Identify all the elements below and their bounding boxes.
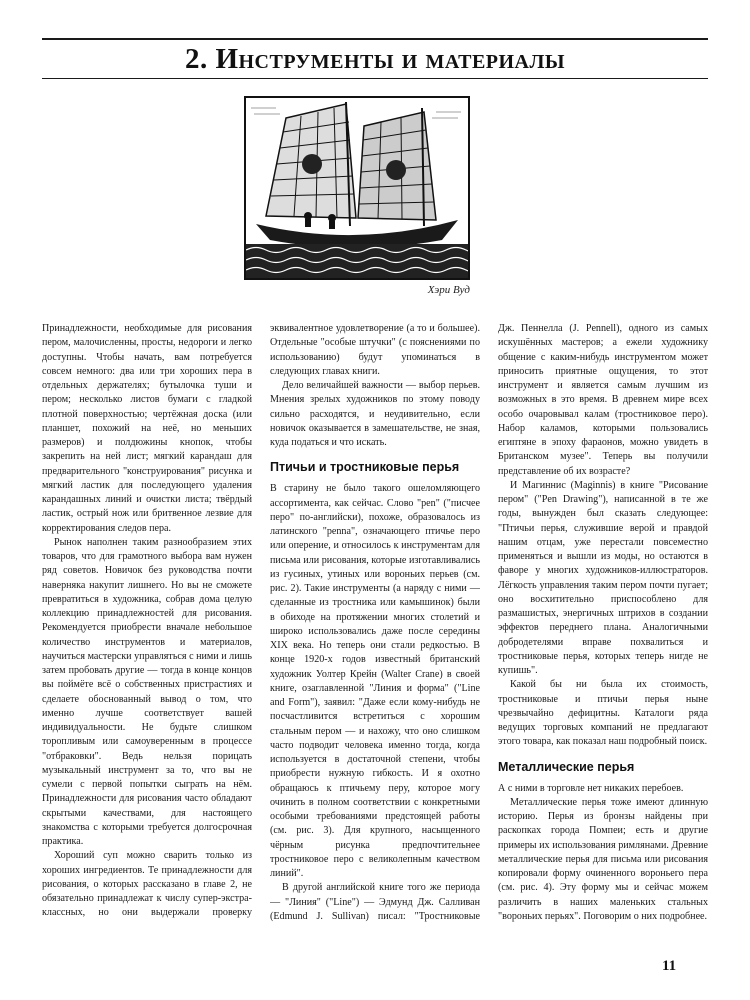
paragraph: Какой бы ни была их стоимость, тростниковые и птичьи перья ныне чрезвычайно дефицитны. Каталоги ряда ведущих торговых компаний не предлагают этого товара, как показал наш подробный поиск.	[498, 679, 708, 748]
paragraph: Дело величайшей важности — выбор перьев. Мнения зрелых художников по этому поводу сильно расходятся, и неудивительно, если новичок оказывается в замешательстве, не зная, куда податься и что искать.	[270, 380, 480, 448]
figure-caption: Хэри Вуд	[427, 284, 470, 296]
title-underline	[42, 78, 708, 79]
paragraph: Рынок наполнен таким разнообразием этих товаров, что для грамотного выбора вам нужен ряд советов. Новичок без руководства почти наверняка накупит лишнего. Но вы не сможете превратиться в художника, собрав дома целую коллекцию принадлежностей для рисования. Рекомендуется приобрести вначале небольшое количество инструментов и материалов, научиться мастерски управляться с ними и лишь затем пробовать другие — тогда в конце концов вы поймёте всё о собственных пристрастиях и сделаете обоснованный вывод о том, что именно лучше соответствует вашей индивидуальности. Не будьте слишком торопливым или самоуверенным в процессе "отбраковки". Ведь нельзя порицать музыкальный инструмент за то, что вы не сумели с первой попытки сыграть на нём. Принадлежности для рисования часто обладают скрытыми качествами, для настоящего знакомства с которыми требуется долгосрочная практика.	[42, 536, 252, 847]
paragraph: В другой английской книге того же периода — "Линия" ("Line") — Эдмунд Дж. Салливан (Edmund J. Sullivan) писал: "Тростниковые	[270, 882, 480, 922]
sailboat-illustration	[244, 96, 470, 280]
section-heading-birds-reeds: Птичьи и тростниковые перья	[270, 460, 460, 475]
body-text	[42, 322, 708, 922]
sailboat-woodcut-icon	[246, 98, 468, 278]
section-heading-metal-pens: Металлические перья	[498, 759, 635, 774]
paragraph: Хороший суп можно сварить только из хороших ингредиентов. Те принадлежности для рисования, о которых рассказано в главе 2, не обязательно принадлежат к числу супер-экстра-классных, но они выдержали проверку	[42, 850, 252, 919]
paragraph: Металлические перья тоже имеют длинную историю. Перья из бронзы найдены при раскопках города Помпеи; есть и другие примеры их использования римлянами. Древние металлические перья для письма или рисования копировали форму очиненного вороньего пера (см. рис. 4). Эту форму мы и сейчас можем различить в наших маленьких стальных "вороньих перьях". Поговорим о них подробнее.	[498, 796, 708, 922]
column-3	[498, 322, 708, 922]
page-number: 11	[662, 958, 677, 974]
paragraph: Принадлежности, необходимые для рисования пером, малочисленны, просты, недороги и легко доступны. Чтобы начать, вам потребуется совсем немного: два или три хороших пера в отдельных держателях; бутылочка туши и пером; несколько листов бумаги с гладкой плотной поверхностью; чертёжная доска (или планшет, похожий на неё, но меньших размеров) и полдюжины кнопок, чтобы закрепить на ней лист; мягкий карандаш для предварительного "конструирования" рисунка и мягкий ластик для последующего удаления карандашных линий и очистки листа; твёрдый ластик, острый нож или бритвенное лезвие для корректирования следов пера.	[42, 323, 252, 534]
paragraph: В старину не было такого ошеломляющего ассортимента, как сейчас. Слово "pen" ("писчее перо" по-английски), похоже, образовалось из латинского "penna", означающего птичье перо или оперение, и относилось к инструментам для письма или рисования, которые изготавливались из гусиных, утиных или вороньих перьев (см. рис. 2). Такие инструменты (а наряду с ними — сделанные из тростника или камышинок) были в обиходе на протяжении многих столетий и широко использовались даже после середины XIX века. Но теперь они стали редкостью. В конце 1920-х годов известный британский художник Уолтер Крейн (Walter Crane) в своей книге, озаглавленной "Линия и форма" ("Line and Form"), заявил: "Даже если кому-нибудь не посчастливится встретиться с хорошим стальным пером — и нахожу, что оно слишком часто подводит человека именно тогда, когда используется в достаточной степени, чтобы приобрести нужную гибкость. И я охотно обращаюсь к птичьему перу, которое могу очинить в полном соответствии с конкретными особыми требованиями предстоящей работы (см. рис. 3). Для крупного, насыщенного чёрным рисунка предпочтительнее тростниковое перо с великолепным качеством линий".	[270, 483, 480, 879]
paragraph: А с ними в торговле нет никаких перебоев.	[498, 782, 684, 794]
top-rule	[42, 38, 708, 40]
column-2	[270, 322, 480, 922]
paragraph: Дж. Пеннелла (J. Pennell), одного из самых искушённых мастеров; а ежели художнику общение с каким-нибудь инструментом может приносить приятные ощущения, то этот инструмент и является самым лучшим из возможных в это время. В древнем мире всех особо очаровывал калам (тростниковое перо). Набор каламов, которыми пользовались египтяне в эпоху фараонов, можно увидеть в Британском музее". Теперь вы получили представление об их возрасте?	[498, 323, 708, 477]
paragraph: эквивалентное удовлетворение (а то и большее). Отдельные "особые штучки" (с пояснениями по использованию) будут упоминаться в следующих главах книги.	[270, 323, 480, 377]
paragraph: И Магиннис (Maginnis) в книге "Рисование пером" ("Pen Drawing"), написанной в те же годы, вынужден был сказать следующее: "Птичьи перья, служившие верой и правдой нашим отцам, уже перестали повсеместно применяться и вышли из моды, но остаются в фаворе у многих художников-иллюстраторов. Лёгкость управления таким пером почти пугает; оно восхитительно приспособлено для размашистых, энергичных штрихов в создании эффектов переднего плана. Аналогичными добродетелями вправе похвалиться и тростниковые перья, которых теперь нигде не купишь".	[498, 479, 708, 676]
chapter-title: 2. Инструменты и материалы	[184, 43, 566, 75]
column-1	[42, 322, 252, 922]
